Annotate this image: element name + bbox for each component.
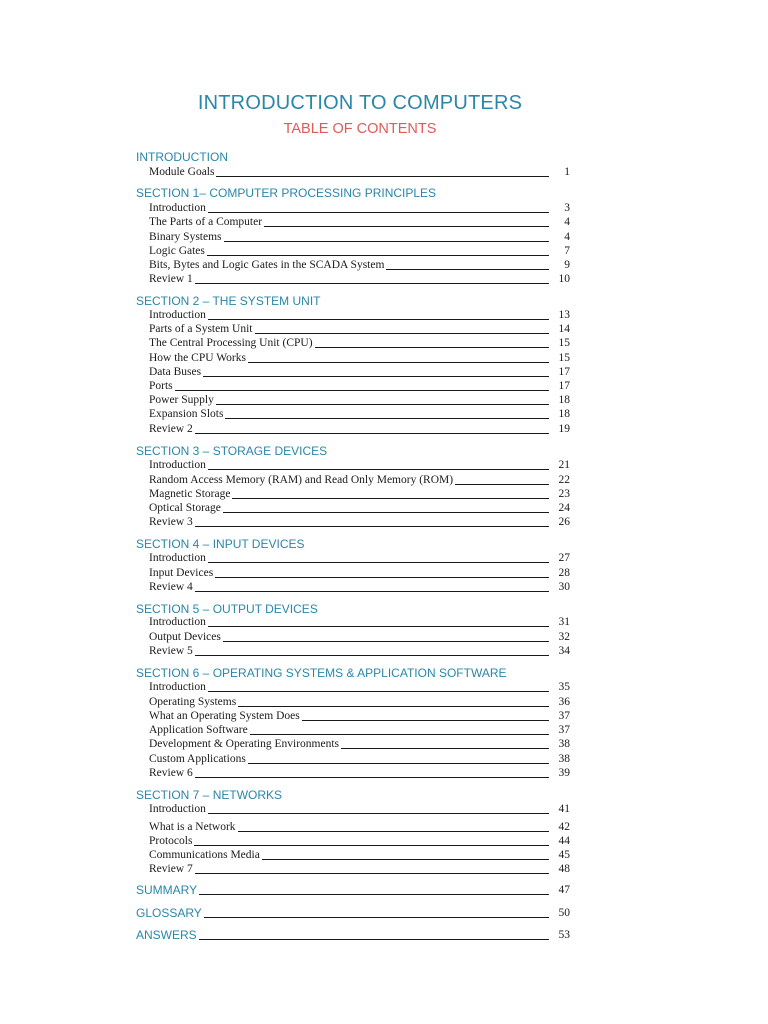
- toc-entry: [149, 709, 574, 723]
- document-title: INTRODUCTION TO COMPUTERS: [197, 92, 523, 114]
- dot-leader: [455, 484, 549, 485]
- section-heading: SECTION 2 – THE SYSTEM UNIT: [136, 294, 321, 308]
- toc-entry-label: Logic Gates: [149, 245, 205, 257]
- toc-entry: [149, 615, 574, 629]
- toc-entry-page: 38: [558, 753, 570, 765]
- dot-leader: [224, 241, 549, 242]
- section-heading: SECTION 6 – OPERATING SYSTEMS & APPLICATION SOFTWARE: [136, 666, 507, 680]
- toc-entry: [149, 230, 574, 244]
- dot-leader: [238, 706, 549, 707]
- toc-entry: [149, 580, 574, 594]
- dot-leader: [223, 641, 549, 642]
- section-heading: SECTION 7 – NETWORKS: [136, 788, 283, 802]
- toc-entry-page: 42: [558, 821, 570, 833]
- toc-entry-label: Review 2: [149, 423, 193, 435]
- toc-entry-page: 28: [558, 567, 570, 579]
- toc-entry-page: 10: [558, 273, 570, 285]
- dot-leader: [208, 626, 549, 627]
- toc-entry-label: Output Devices: [149, 631, 221, 643]
- dot-leader: [341, 748, 549, 749]
- dot-leader: [232, 498, 549, 499]
- dot-leader: [208, 319, 549, 320]
- toc-entry-label: Expansion Slots: [149, 408, 224, 420]
- toc-entry-label: Development & Operating Environments: [149, 738, 340, 750]
- section-heading: SECTION 5 – OUTPUT DEVICES: [136, 602, 318, 616]
- toc-entry-page: 15: [558, 337, 570, 349]
- dot-leader: [238, 831, 549, 832]
- toc-entry-label: Random Access Memory (RAM) and Read Only Memory (ROM): [149, 474, 454, 486]
- toc-top-entry-label: SUMMARY: [136, 883, 198, 897]
- toc-entry-label: Introduction: [149, 616, 206, 628]
- toc-entry: [149, 272, 574, 286]
- toc-entry-label: Introduction: [149, 459, 206, 471]
- dot-leader: [248, 362, 549, 363]
- toc-entry: [149, 407, 574, 421]
- toc-entry-page: 19: [558, 423, 570, 435]
- toc-entry-page: 18: [558, 408, 570, 420]
- toc-entry-page: 37: [558, 710, 570, 722]
- toc-entry-label: Application Software: [149, 724, 248, 736]
- toc-entry-page: 14: [558, 323, 570, 335]
- toc-entry-label: Review 1: [149, 273, 193, 285]
- toc-entry-label: Module Goals: [149, 166, 215, 178]
- toc-entry: [149, 201, 574, 215]
- toc-entry: [149, 336, 574, 350]
- dot-leader: [199, 939, 549, 940]
- toc-entry-page: 38: [558, 738, 570, 750]
- toc-entry: [149, 834, 574, 848]
- toc-entry: [149, 680, 574, 694]
- toc-entry: [149, 515, 574, 529]
- toc-entry-page: 44: [558, 835, 570, 847]
- toc-entry: [149, 501, 574, 515]
- dot-leader: [195, 433, 549, 434]
- toc-entry-label: Introduction: [149, 681, 206, 693]
- toc-entry: [149, 322, 574, 336]
- toc-entry-label: The Central Processing Unit (CPU): [149, 337, 313, 349]
- toc-entry-label: What is a Network: [149, 821, 236, 833]
- toc-entry-label: Optical Storage: [149, 502, 221, 514]
- toc-entry: [149, 393, 574, 407]
- toc-top-entry: [136, 906, 574, 920]
- toc-entry-page: 31: [558, 616, 570, 628]
- toc-entry-label: Binary Systems: [149, 231, 222, 243]
- dot-leader: [195, 873, 549, 874]
- toc-entry-page: 15: [558, 352, 570, 364]
- dot-leader: [208, 691, 549, 692]
- toc-entry: [149, 737, 574, 751]
- toc-entry: [149, 820, 574, 834]
- dot-leader: [207, 255, 549, 256]
- toc-entry: [149, 802, 574, 816]
- toc-entry: [149, 723, 574, 737]
- toc-entry-page: 4: [564, 231, 570, 243]
- section-heading: SECTION 3 – STORAGE DEVICES: [136, 444, 328, 458]
- toc-entry-page: 48: [558, 863, 570, 875]
- toc-entry: [149, 551, 574, 565]
- toc-entry: [149, 766, 574, 780]
- dot-leader: [195, 777, 549, 778]
- toc-entry: [149, 308, 574, 322]
- toc-entry-label: Review 6: [149, 767, 193, 779]
- dot-leader: [250, 734, 549, 735]
- toc-entry-page: 1: [564, 166, 570, 178]
- toc-entry-label: Bits, Bytes and Logic Gates in the SCADA System: [149, 259, 385, 271]
- toc-entry-label: Review 3: [149, 516, 193, 528]
- toc-top-entry-label: ANSWERS: [136, 928, 197, 942]
- toc-entry: [149, 630, 574, 644]
- toc-entry: [149, 215, 574, 229]
- dot-leader: [215, 577, 549, 578]
- toc-entry-label: Ports: [149, 380, 173, 392]
- toc-entry-label: Protocols: [149, 835, 193, 847]
- dot-leader: [199, 894, 549, 895]
- toc-top-entry: [136, 883, 574, 897]
- toc-entry-page: 9: [564, 259, 570, 271]
- toc-entry: [149, 752, 574, 766]
- dot-leader: [175, 390, 549, 391]
- dot-leader: [204, 917, 549, 918]
- toc-entry: [149, 165, 574, 179]
- toc-entry-page: 18: [558, 394, 570, 406]
- toc-entry-label: Introduction: [149, 202, 206, 214]
- toc-entry-label: Introduction: [149, 803, 206, 815]
- dot-leader: [195, 526, 549, 527]
- dot-leader: [225, 418, 549, 419]
- toc-top-entry-page: 50: [558, 907, 570, 919]
- toc-entry-label: How the CPU Works: [149, 352, 246, 364]
- toc-entry: [149, 422, 574, 436]
- toc-entry-page: 21: [558, 459, 570, 471]
- dot-leader: [216, 404, 549, 405]
- toc-entry-page: 39: [558, 767, 570, 779]
- toc-entry-page: 30: [558, 581, 570, 593]
- toc-entry: [149, 244, 574, 258]
- dot-leader: [195, 655, 549, 656]
- toc-entry-page: 3: [564, 202, 570, 214]
- dot-leader: [208, 562, 549, 563]
- dot-leader: [203, 376, 549, 377]
- dot-leader: [216, 176, 549, 177]
- dot-leader: [264, 226, 549, 227]
- toc-entry-label: Data Buses: [149, 366, 202, 378]
- toc-entry-page: 22: [558, 474, 570, 486]
- dot-leader: [255, 333, 549, 334]
- dot-leader: [208, 813, 549, 814]
- toc-entry: [149, 458, 574, 472]
- dot-leader: [194, 845, 549, 846]
- toc-entry-label: Parts of a System Unit: [149, 323, 253, 335]
- toc-entry-page: 17: [558, 380, 570, 392]
- toc-entry-label: Introduction: [149, 552, 206, 564]
- toc-entry-label: What an Operating System Does: [149, 710, 300, 722]
- toc-top-entry: [136, 928, 574, 942]
- toc-entry-page: 7: [564, 245, 570, 257]
- toc-entry-page: 17: [558, 366, 570, 378]
- toc-entry-page: 24: [558, 502, 570, 514]
- toc-entry-label: Power Supply: [149, 394, 214, 406]
- toc-entry-page: 27: [558, 552, 570, 564]
- toc-entry: [149, 487, 574, 501]
- dot-leader: [208, 469, 549, 470]
- toc-entry: [149, 351, 574, 365]
- toc-entry: [149, 379, 574, 393]
- toc-entry-label: Custom Applications: [149, 753, 246, 765]
- toc-entry: [149, 566, 574, 580]
- dot-leader: [248, 763, 549, 764]
- toc-entry-page: 45: [558, 849, 570, 861]
- toc-top-entry-page: 47: [558, 884, 570, 896]
- toc-entry: [149, 365, 574, 379]
- dot-leader: [195, 283, 549, 284]
- toc-entry-page: 35: [558, 681, 570, 693]
- toc-entry-label: Magnetic Storage: [149, 488, 231, 500]
- dot-leader: [315, 347, 549, 348]
- toc-entry-page: 23: [558, 488, 570, 500]
- toc-entry: [149, 258, 574, 272]
- toc-entry-page: 4: [564, 216, 570, 228]
- toc-top-entry-label: GLOSSARY: [136, 906, 202, 920]
- section-heading: SECTION 1– COMPUTER PROCESSING PRINCIPLES: [136, 186, 437, 200]
- dot-leader: [302, 720, 549, 721]
- toc-entry: [149, 473, 574, 487]
- toc-entry-label: Review 5: [149, 645, 193, 657]
- document-subtitle: TABLE OF CONTENTS: [283, 121, 437, 137]
- toc-entry-page: 41: [558, 803, 570, 815]
- section-heading: SECTION 4 – INPUT DEVICES: [136, 537, 305, 551]
- toc-entry-label: Review 4: [149, 581, 193, 593]
- toc-entry: [149, 644, 574, 658]
- toc-entry-page: 36: [558, 696, 570, 708]
- dot-leader: [195, 591, 549, 592]
- dot-leader: [223, 512, 549, 513]
- toc-entry: [149, 862, 574, 876]
- toc-top-entry-page: 53: [558, 929, 570, 941]
- dot-leader: [262, 859, 549, 860]
- toc-entry-page: 34: [558, 645, 570, 657]
- toc-entry-page: 13: [558, 309, 570, 321]
- toc-entry-page: 37: [558, 724, 570, 736]
- dot-leader: [386, 269, 549, 270]
- toc-entry-label: Introduction: [149, 309, 206, 321]
- toc-entry-label: Review 7: [149, 863, 193, 875]
- toc-entry-label: Communications Media: [149, 849, 260, 861]
- section-heading: INTRODUCTION: [136, 150, 228, 164]
- toc-entry-label: The Parts of a Computer: [149, 216, 263, 228]
- toc-entry-label: Operating Systems: [149, 696, 237, 708]
- toc-entry-page: 26: [558, 516, 570, 528]
- toc-entry-label: Input Devices: [149, 567, 214, 579]
- toc-entry-page: 32: [558, 631, 570, 643]
- toc-entry: [149, 695, 574, 709]
- dot-leader: [208, 212, 549, 213]
- toc-entry: [149, 848, 574, 862]
